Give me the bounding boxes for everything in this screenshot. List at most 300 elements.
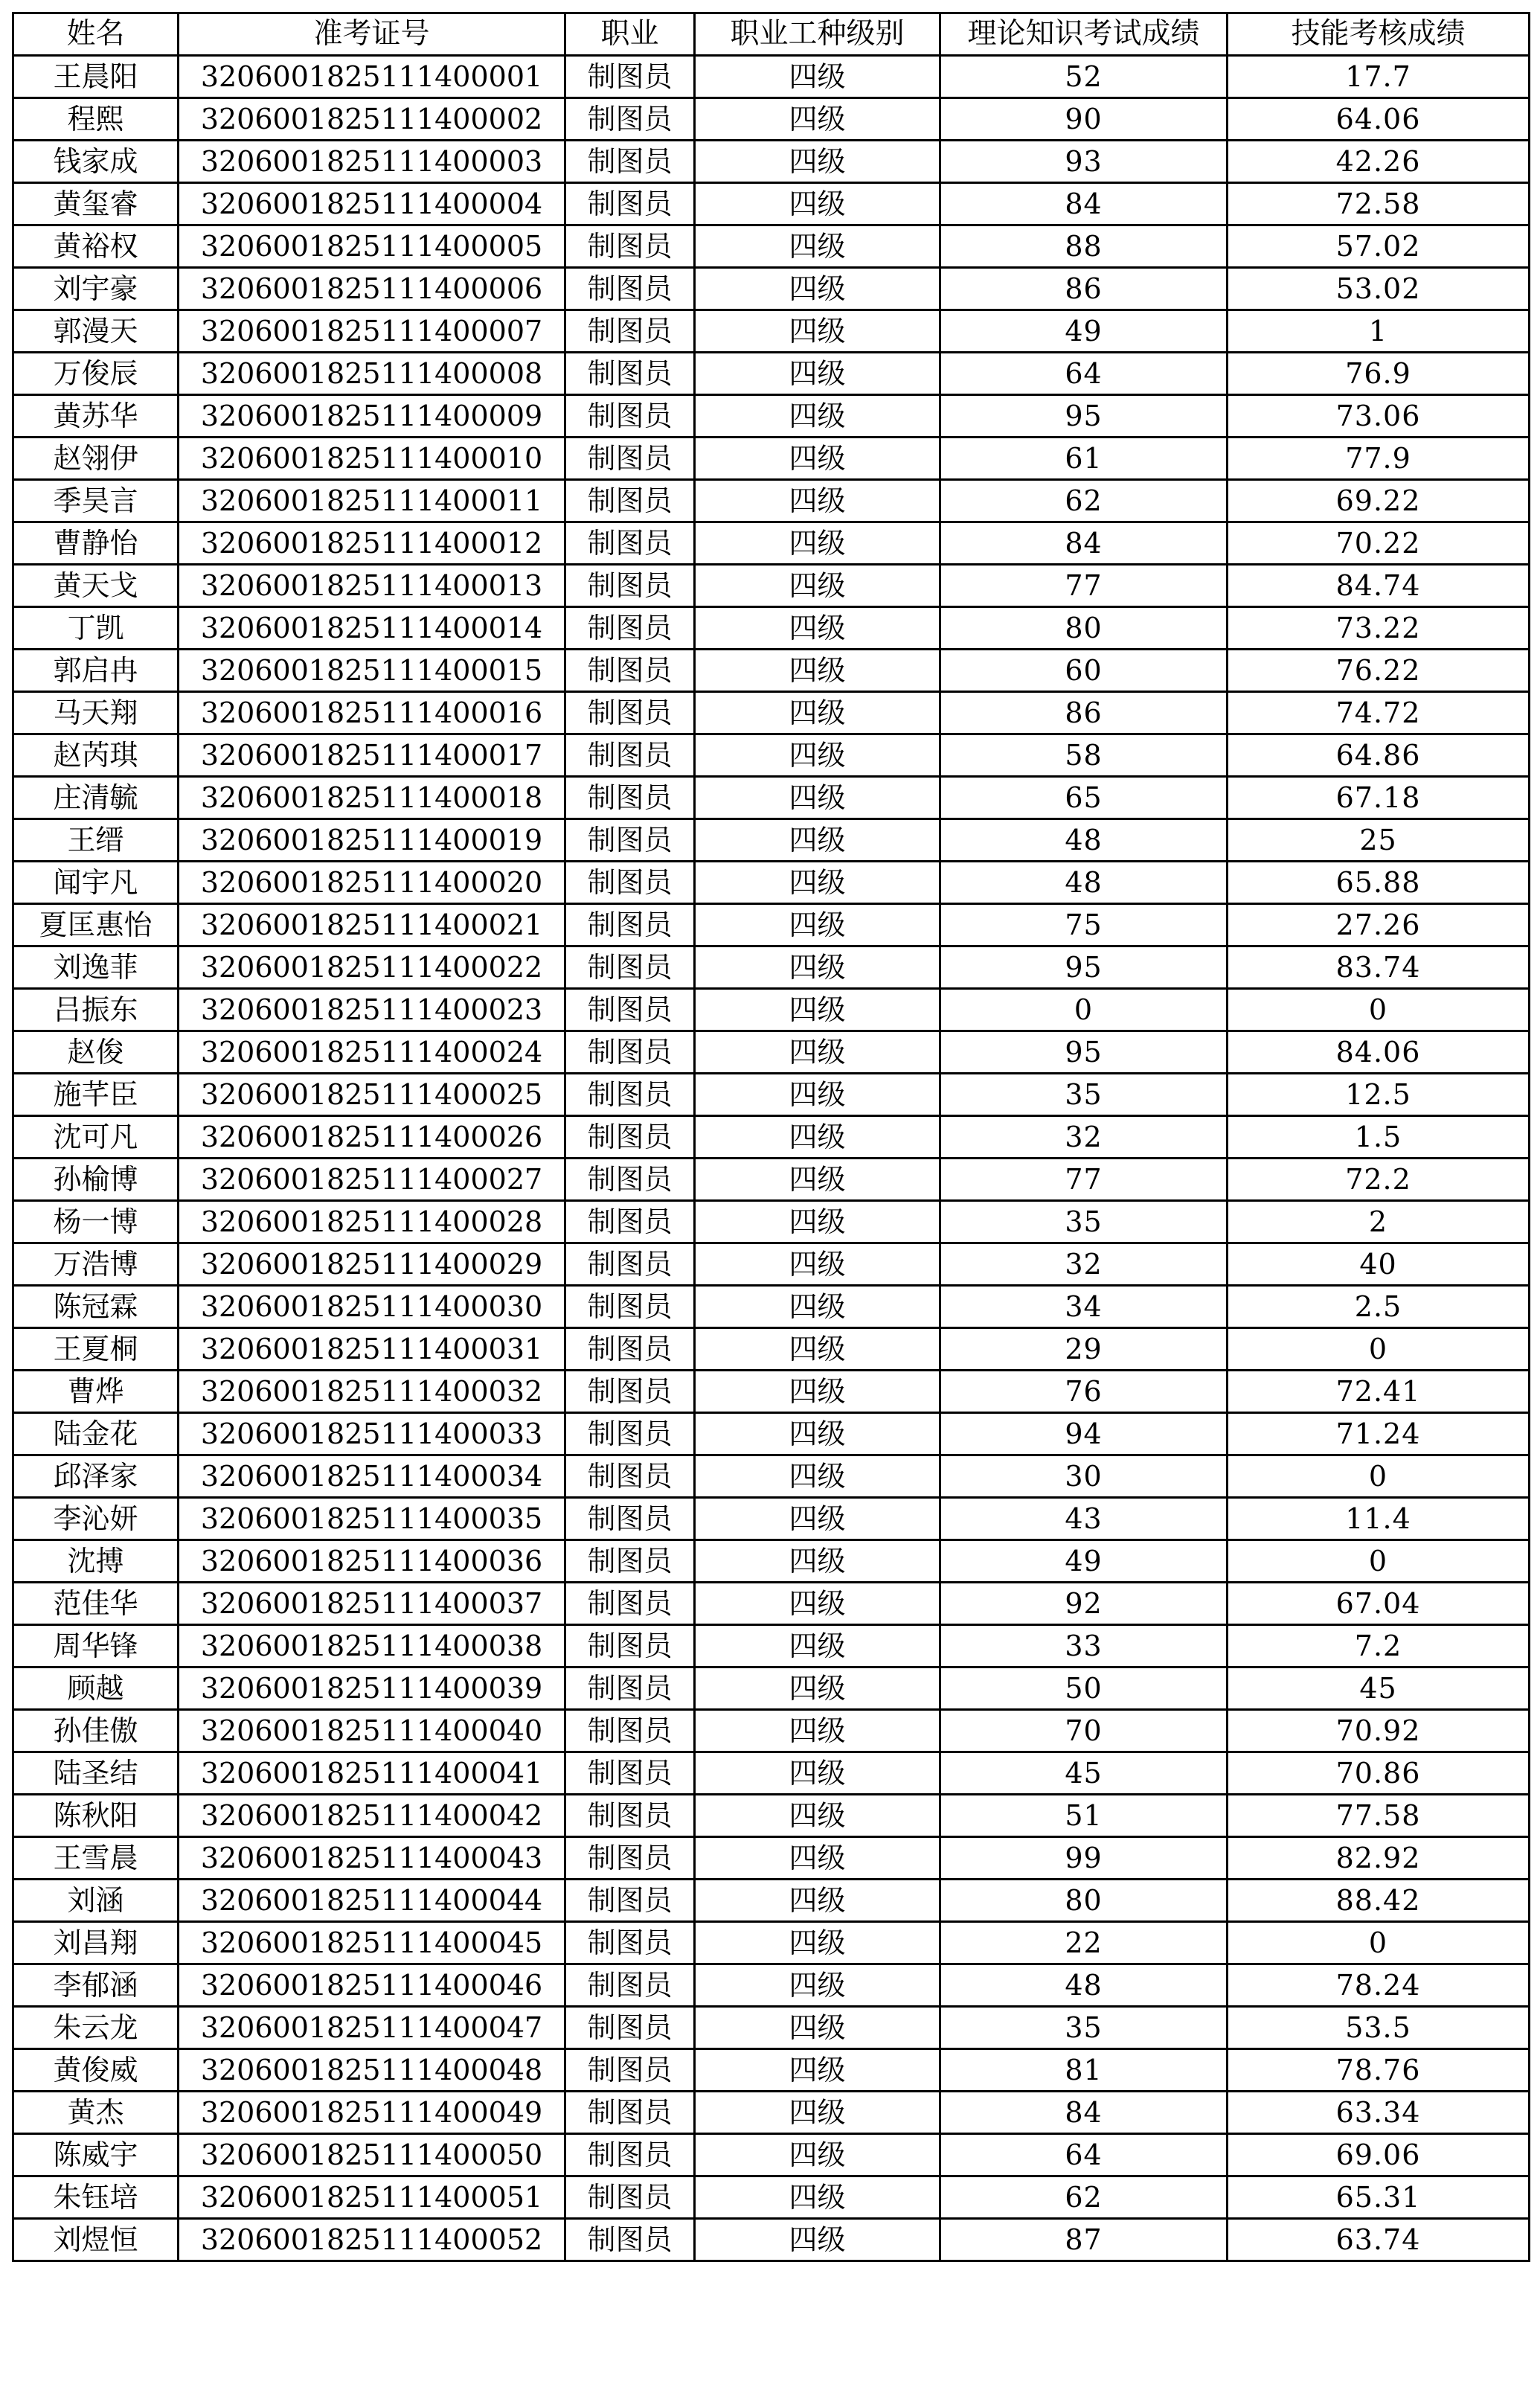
table-row xyxy=(13,56,1530,98)
cell-occupation: 制图员 xyxy=(565,692,695,734)
cell-level: 四级 xyxy=(695,1116,940,1159)
cell-theory-score: 93 xyxy=(940,141,1228,183)
cell-ticket-number: 3206001825111400043 xyxy=(179,1837,565,1880)
cell-skill-score: 17.7 xyxy=(1228,56,1530,98)
cell-name: 王缙 xyxy=(13,819,179,862)
cell-occupation: 制图员 xyxy=(565,1667,695,1710)
header-occupation: 职业 xyxy=(565,13,695,56)
cell-skill-score: 78.24 xyxy=(1228,1964,1530,2007)
cell-skill-score: 69.06 xyxy=(1228,2134,1530,2176)
cell-skill-score: 11.4 xyxy=(1228,1498,1530,1540)
cell-ticket-number: 3206001825111400051 xyxy=(179,2176,565,2219)
cell-skill-score: 25 xyxy=(1228,819,1530,862)
cell-theory-score: 45 xyxy=(940,1752,1228,1795)
cell-level: 四级 xyxy=(695,1159,940,1201)
cell-occupation: 制图员 xyxy=(565,480,695,522)
cell-ticket-number: 3206001825111400040 xyxy=(179,1710,565,1752)
table-row xyxy=(13,1371,1530,1413)
cell-name: 范佳华 xyxy=(13,1583,179,1625)
cell-name: 陈秋阳 xyxy=(13,1795,179,1837)
cell-theory-score: 86 xyxy=(940,692,1228,734)
cell-ticket-number: 3206001825111400018 xyxy=(179,777,565,819)
cell-ticket-number: 3206001825111400039 xyxy=(179,1667,565,1710)
cell-occupation: 制图员 xyxy=(565,268,695,310)
cell-occupation: 制图员 xyxy=(565,1922,695,1964)
cell-name: 夏匡惠怡 xyxy=(13,904,179,946)
cell-occupation: 制图员 xyxy=(565,1583,695,1625)
cell-level: 四级 xyxy=(695,904,940,946)
cell-ticket-number: 3206001825111400035 xyxy=(179,1498,565,1540)
cell-level: 四级 xyxy=(695,56,940,98)
cell-skill-score: 0 xyxy=(1228,1922,1530,1964)
cell-ticket-number: 3206001825111400019 xyxy=(179,819,565,862)
table-row xyxy=(13,1710,1530,1752)
cell-skill-score: 27.26 xyxy=(1228,904,1530,946)
cell-skill-score: 69.22 xyxy=(1228,480,1530,522)
cell-skill-score: 2.5 xyxy=(1228,1286,1530,1328)
table-row xyxy=(13,1413,1530,1455)
cell-name: 吕振东 xyxy=(13,989,179,1031)
cell-occupation: 制图员 xyxy=(565,522,695,565)
table-row xyxy=(13,1286,1530,1328)
cell-ticket-number: 3206001825111400020 xyxy=(179,862,565,904)
table-row xyxy=(13,1583,1530,1625)
cell-level: 四级 xyxy=(695,353,940,395)
cell-ticket-number: 3206001825111400032 xyxy=(179,1371,565,1413)
cell-ticket-number: 3206001825111400026 xyxy=(179,1116,565,1159)
cell-level: 四级 xyxy=(695,1455,940,1498)
cell-occupation: 制图员 xyxy=(565,607,695,650)
cell-level: 四级 xyxy=(695,862,940,904)
cell-theory-score: 92 xyxy=(940,1583,1228,1625)
cell-level: 四级 xyxy=(695,1964,940,2007)
cell-occupation: 制图员 xyxy=(565,1837,695,1880)
cell-name: 刘逸菲 xyxy=(13,946,179,989)
cell-name: 丁凯 xyxy=(13,607,179,650)
cell-level: 四级 xyxy=(695,1837,940,1880)
cell-ticket-number: 3206001825111400006 xyxy=(179,268,565,310)
cell-theory-score: 62 xyxy=(940,2176,1228,2219)
cell-occupation: 制图员 xyxy=(565,650,695,692)
cell-name: 刘宇豪 xyxy=(13,268,179,310)
cell-skill-score: 78.76 xyxy=(1228,2049,1530,2092)
cell-skill-score: 67.18 xyxy=(1228,777,1530,819)
cell-name: 杨一博 xyxy=(13,1201,179,1243)
cell-name: 万浩博 xyxy=(13,1243,179,1286)
table-row xyxy=(13,2007,1530,2049)
cell-name: 施芊臣 xyxy=(13,1074,179,1116)
cell-name: 孙榆博 xyxy=(13,1159,179,1201)
cell-level: 四级 xyxy=(695,141,940,183)
cell-theory-score: 84 xyxy=(940,2092,1228,2134)
header-skill-score: 技能考核成绩 xyxy=(1228,13,1530,56)
cell-ticket-number: 3206001825111400016 xyxy=(179,692,565,734)
cell-level: 四级 xyxy=(695,946,940,989)
cell-skill-score: 42.26 xyxy=(1228,141,1530,183)
cell-name: 万俊辰 xyxy=(13,353,179,395)
cell-occupation: 制图员 xyxy=(565,1540,695,1583)
cell-theory-score: 75 xyxy=(940,904,1228,946)
cell-occupation: 制图员 xyxy=(565,353,695,395)
cell-skill-score: 84.06 xyxy=(1228,1031,1530,1074)
cell-name: 李郁涵 xyxy=(13,1964,179,2007)
cell-theory-score: 86 xyxy=(940,268,1228,310)
cell-theory-score: 70 xyxy=(940,1710,1228,1752)
cell-occupation: 制图员 xyxy=(565,2007,695,2049)
table-row xyxy=(13,183,1530,225)
table-row xyxy=(13,98,1530,141)
cell-occupation: 制图员 xyxy=(565,1455,695,1498)
cell-ticket-number: 3206001825111400036 xyxy=(179,1540,565,1583)
cell-ticket-number: 3206001825111400034 xyxy=(179,1455,565,1498)
cell-theory-score: 58 xyxy=(940,734,1228,777)
cell-occupation: 制图员 xyxy=(565,734,695,777)
cell-level: 四级 xyxy=(695,1795,940,1837)
header-level: 职业工种级别 xyxy=(695,13,940,56)
cell-occupation: 制图员 xyxy=(565,1795,695,1837)
cell-theory-score: 64 xyxy=(940,2134,1228,2176)
cell-ticket-number: 3206001825111400041 xyxy=(179,1752,565,1795)
cell-name: 郭启冉 xyxy=(13,650,179,692)
cell-theory-score: 90 xyxy=(940,98,1228,141)
cell-occupation: 制图员 xyxy=(565,1286,695,1328)
cell-theory-score: 33 xyxy=(940,1625,1228,1667)
cell-level: 四级 xyxy=(695,2176,940,2219)
table-row xyxy=(13,395,1530,438)
cell-theory-score: 77 xyxy=(940,1159,1228,1201)
cell-level: 四级 xyxy=(695,734,940,777)
cell-theory-score: 32 xyxy=(940,1243,1228,1286)
cell-level: 四级 xyxy=(695,1371,940,1413)
cell-name: 曹烨 xyxy=(13,1371,179,1413)
cell-level: 四级 xyxy=(695,2092,940,2134)
cell-name: 郭漫天 xyxy=(13,310,179,353)
cell-name: 黄苏华 xyxy=(13,395,179,438)
table-row xyxy=(13,2176,1530,2219)
table-row xyxy=(13,1540,1530,1583)
cell-level: 四级 xyxy=(695,607,940,650)
table-row xyxy=(13,1964,1530,2007)
cell-theory-score: 76 xyxy=(940,1371,1228,1413)
cell-occupation: 制图员 xyxy=(565,1880,695,1922)
table-row xyxy=(13,946,1530,989)
cell-name: 陆金花 xyxy=(13,1413,179,1455)
cell-ticket-number: 3206001825111400038 xyxy=(179,1625,565,1667)
cell-theory-score: 35 xyxy=(940,2007,1228,2049)
cell-name: 刘昌翔 xyxy=(13,1922,179,1964)
cell-name: 朱云龙 xyxy=(13,2007,179,2049)
table-row xyxy=(13,1498,1530,1540)
cell-skill-score: 83.74 xyxy=(1228,946,1530,989)
cell-ticket-number: 3206001825111400033 xyxy=(179,1413,565,1455)
cell-theory-score: 49 xyxy=(940,310,1228,353)
table-row xyxy=(13,1752,1530,1795)
cell-ticket-number: 3206001825111400046 xyxy=(179,1964,565,2007)
cell-level: 四级 xyxy=(695,1880,940,1922)
cell-name: 顾越 xyxy=(13,1667,179,1710)
cell-level: 四级 xyxy=(695,225,940,268)
cell-skill-score: 65.31 xyxy=(1228,2176,1530,2219)
cell-level: 四级 xyxy=(695,1413,940,1455)
cell-level: 四级 xyxy=(695,2219,940,2261)
cell-ticket-number: 3206001825111400004 xyxy=(179,183,565,225)
cell-occupation: 制图员 xyxy=(565,1371,695,1413)
cell-occupation: 制图员 xyxy=(565,2049,695,2092)
cell-ticket-number: 3206001825111400012 xyxy=(179,522,565,565)
table-row xyxy=(13,1201,1530,1243)
cell-skill-score: 73.06 xyxy=(1228,395,1530,438)
cell-ticket-number: 3206001825111400001 xyxy=(179,56,565,98)
table-row xyxy=(13,777,1530,819)
cell-theory-score: 29 xyxy=(940,1328,1228,1371)
cell-theory-score: 95 xyxy=(940,946,1228,989)
cell-occupation: 制图员 xyxy=(565,946,695,989)
cell-skill-score: 2 xyxy=(1228,1201,1530,1243)
cell-level: 四级 xyxy=(695,1922,940,1964)
cell-name: 曹静怡 xyxy=(13,522,179,565)
cell-skill-score: 1.5 xyxy=(1228,1116,1530,1159)
cell-ticket-number: 3206001825111400042 xyxy=(179,1795,565,1837)
cell-theory-score: 48 xyxy=(940,1964,1228,2007)
cell-ticket-number: 3206001825111400045 xyxy=(179,1922,565,1964)
table-row xyxy=(13,565,1530,607)
score-sheet xyxy=(12,12,1530,2262)
cell-level: 四级 xyxy=(695,1286,940,1328)
cell-name: 沈搏 xyxy=(13,1540,179,1583)
cell-name: 赵俊 xyxy=(13,1031,179,1074)
table-row xyxy=(13,1880,1530,1922)
cell-name: 刘涵 xyxy=(13,1880,179,1922)
cell-occupation: 制图员 xyxy=(565,1498,695,1540)
cell-theory-score: 61 xyxy=(940,438,1228,480)
cell-name: 黄裕权 xyxy=(13,225,179,268)
cell-skill-score: 77.9 xyxy=(1228,438,1530,480)
cell-level: 四级 xyxy=(695,395,940,438)
cell-name: 孙佳傲 xyxy=(13,1710,179,1752)
table-row xyxy=(13,1159,1530,1201)
cell-name: 王夏桐 xyxy=(13,1328,179,1371)
cell-theory-score: 35 xyxy=(940,1074,1228,1116)
cell-occupation: 制图员 xyxy=(565,1710,695,1752)
cell-skill-score: 72.2 xyxy=(1228,1159,1530,1201)
header-row xyxy=(13,13,1530,56)
header-theory-score: 理论知识考试成绩 xyxy=(940,13,1228,56)
cell-name: 李沁妍 xyxy=(13,1498,179,1540)
cell-occupation: 制图员 xyxy=(565,1201,695,1243)
cell-level: 四级 xyxy=(695,1667,940,1710)
cell-skill-score: 71.24 xyxy=(1228,1413,1530,1455)
cell-ticket-number: 3206001825111400052 xyxy=(179,2219,565,2261)
cell-theory-score: 95 xyxy=(940,1031,1228,1074)
cell-name: 陈冠霖 xyxy=(13,1286,179,1328)
cell-ticket-number: 3206001825111400022 xyxy=(179,946,565,989)
table-row xyxy=(13,1837,1530,1880)
table-row xyxy=(13,438,1530,480)
cell-level: 四级 xyxy=(695,989,940,1031)
table-row xyxy=(13,1455,1530,1498)
cell-name: 邱泽家 xyxy=(13,1455,179,1498)
cell-occupation: 制图员 xyxy=(565,1964,695,2007)
cell-occupation: 制图员 xyxy=(565,438,695,480)
cell-occupation: 制图员 xyxy=(565,1243,695,1286)
table-row xyxy=(13,141,1530,183)
cell-name: 黄杰 xyxy=(13,2092,179,2134)
cell-skill-score: 63.74 xyxy=(1228,2219,1530,2261)
cell-skill-score: 72.41 xyxy=(1228,1371,1530,1413)
cell-name: 程熙 xyxy=(13,98,179,141)
cell-skill-score: 0 xyxy=(1228,989,1530,1031)
cell-level: 四级 xyxy=(695,2049,940,2092)
cell-occupation: 制图员 xyxy=(565,1159,695,1201)
cell-name: 闻宇凡 xyxy=(13,862,179,904)
cell-ticket-number: 3206001825111400025 xyxy=(179,1074,565,1116)
cell-occupation: 制图员 xyxy=(565,989,695,1031)
cell-theory-score: 0 xyxy=(940,989,1228,1031)
cell-level: 四级 xyxy=(695,183,940,225)
table-row xyxy=(13,1116,1530,1159)
cell-occupation: 制图员 xyxy=(565,2092,695,2134)
cell-theory-score: 52 xyxy=(940,56,1228,98)
cell-ticket-number: 3206001825111400047 xyxy=(179,2007,565,2049)
cell-skill-score: 12.5 xyxy=(1228,1074,1530,1116)
cell-theory-score: 30 xyxy=(940,1455,1228,1498)
cell-theory-score: 65 xyxy=(940,777,1228,819)
score-table xyxy=(12,12,1530,2262)
cell-skill-score: 63.34 xyxy=(1228,2092,1530,2134)
table-row xyxy=(13,692,1530,734)
cell-skill-score: 70.22 xyxy=(1228,522,1530,565)
cell-ticket-number: 3206001825111400005 xyxy=(179,225,565,268)
cell-skill-score: 72.58 xyxy=(1228,183,1530,225)
cell-theory-score: 99 xyxy=(940,1837,1228,1880)
cell-theory-score: 80 xyxy=(940,607,1228,650)
table-row xyxy=(13,1922,1530,1964)
cell-occupation: 制图员 xyxy=(565,1074,695,1116)
table-row xyxy=(13,904,1530,946)
cell-ticket-number: 3206001825111400037 xyxy=(179,1583,565,1625)
cell-level: 四级 xyxy=(695,650,940,692)
cell-theory-score: 48 xyxy=(940,819,1228,862)
cell-ticket-number: 3206001825111400029 xyxy=(179,1243,565,1286)
cell-occupation: 制图员 xyxy=(565,1413,695,1455)
cell-level: 四级 xyxy=(695,98,940,141)
cell-skill-score: 74.72 xyxy=(1228,692,1530,734)
cell-level: 四级 xyxy=(695,438,940,480)
cell-name: 赵芮琪 xyxy=(13,734,179,777)
table-row xyxy=(13,310,1530,353)
cell-skill-score: 76.22 xyxy=(1228,650,1530,692)
table-row xyxy=(13,2219,1530,2261)
cell-name: 刘煜恒 xyxy=(13,2219,179,2261)
cell-skill-score: 0 xyxy=(1228,1328,1530,1371)
cell-skill-score: 73.22 xyxy=(1228,607,1530,650)
table-row xyxy=(13,650,1530,692)
cell-skill-score: 0 xyxy=(1228,1540,1530,1583)
cell-skill-score: 1 xyxy=(1228,310,1530,353)
cell-level: 四级 xyxy=(695,480,940,522)
cell-skill-score: 7.2 xyxy=(1228,1625,1530,1667)
cell-ticket-number: 3206001825111400002 xyxy=(179,98,565,141)
cell-ticket-number: 3206001825111400007 xyxy=(179,310,565,353)
cell-ticket-number: 3206001825111400031 xyxy=(179,1328,565,1371)
cell-theory-score: 35 xyxy=(940,1201,1228,1243)
cell-ticket-number: 3206001825111400023 xyxy=(179,989,565,1031)
cell-ticket-number: 3206001825111400028 xyxy=(179,1201,565,1243)
cell-skill-score: 84.74 xyxy=(1228,565,1530,607)
cell-occupation: 制图员 xyxy=(565,1625,695,1667)
cell-ticket-number: 3206001825111400008 xyxy=(179,353,565,395)
cell-occupation: 制图员 xyxy=(565,2134,695,2176)
cell-skill-score: 45 xyxy=(1228,1667,1530,1710)
table-row xyxy=(13,353,1530,395)
table-row xyxy=(13,819,1530,862)
cell-name: 陆圣结 xyxy=(13,1752,179,1795)
cell-theory-score: 60 xyxy=(940,650,1228,692)
cell-ticket-number: 3206001825111400009 xyxy=(179,395,565,438)
cell-skill-score: 57.02 xyxy=(1228,225,1530,268)
table-row xyxy=(13,1625,1530,1667)
cell-skill-score: 64.86 xyxy=(1228,734,1530,777)
cell-name: 周华锋 xyxy=(13,1625,179,1667)
cell-name: 沈可凡 xyxy=(13,1116,179,1159)
table-row xyxy=(13,480,1530,522)
cell-ticket-number: 3206001825111400014 xyxy=(179,607,565,650)
cell-ticket-number: 3206001825111400011 xyxy=(179,480,565,522)
cell-ticket-number: 3206001825111400050 xyxy=(179,2134,565,2176)
table-row xyxy=(13,225,1530,268)
cell-theory-score: 64 xyxy=(940,353,1228,395)
cell-level: 四级 xyxy=(695,777,940,819)
cell-skill-score: 77.58 xyxy=(1228,1795,1530,1837)
cell-name: 马天翔 xyxy=(13,692,179,734)
table-body xyxy=(13,56,1530,2261)
cell-occupation: 制图员 xyxy=(565,310,695,353)
cell-ticket-number: 3206001825111400013 xyxy=(179,565,565,607)
cell-occupation: 制图员 xyxy=(565,183,695,225)
cell-occupation: 制图员 xyxy=(565,904,695,946)
cell-theory-score: 34 xyxy=(940,1286,1228,1328)
cell-theory-score: 87 xyxy=(940,2219,1228,2261)
cell-skill-score: 0 xyxy=(1228,1455,1530,1498)
cell-level: 四级 xyxy=(695,1710,940,1752)
header-ticket-number: 准考证号 xyxy=(179,13,565,56)
cell-theory-score: 32 xyxy=(940,1116,1228,1159)
table-row xyxy=(13,2049,1530,2092)
cell-level: 四级 xyxy=(695,1031,940,1074)
cell-ticket-number: 3206001825111400049 xyxy=(179,2092,565,2134)
cell-level: 四级 xyxy=(695,2007,940,2049)
cell-ticket-number: 3206001825111400015 xyxy=(179,650,565,692)
cell-level: 四级 xyxy=(695,268,940,310)
cell-occupation: 制图员 xyxy=(565,141,695,183)
cell-occupation: 制图员 xyxy=(565,2219,695,2261)
cell-level: 四级 xyxy=(695,819,940,862)
cell-theory-score: 88 xyxy=(940,225,1228,268)
cell-theory-score: 51 xyxy=(940,1795,1228,1837)
cell-name: 朱钰培 xyxy=(13,2176,179,2219)
cell-name: 黄玺睿 xyxy=(13,183,179,225)
table-row xyxy=(13,2134,1530,2176)
cell-level: 四级 xyxy=(695,1540,940,1583)
cell-theory-score: 94 xyxy=(940,1413,1228,1455)
cell-occupation: 制图员 xyxy=(565,1752,695,1795)
cell-occupation: 制图员 xyxy=(565,565,695,607)
cell-occupation: 制图员 xyxy=(565,819,695,862)
cell-theory-score: 95 xyxy=(940,395,1228,438)
cell-skill-score: 82.92 xyxy=(1228,1837,1530,1880)
cell-level: 四级 xyxy=(695,1752,940,1795)
cell-theory-score: 43 xyxy=(940,1498,1228,1540)
